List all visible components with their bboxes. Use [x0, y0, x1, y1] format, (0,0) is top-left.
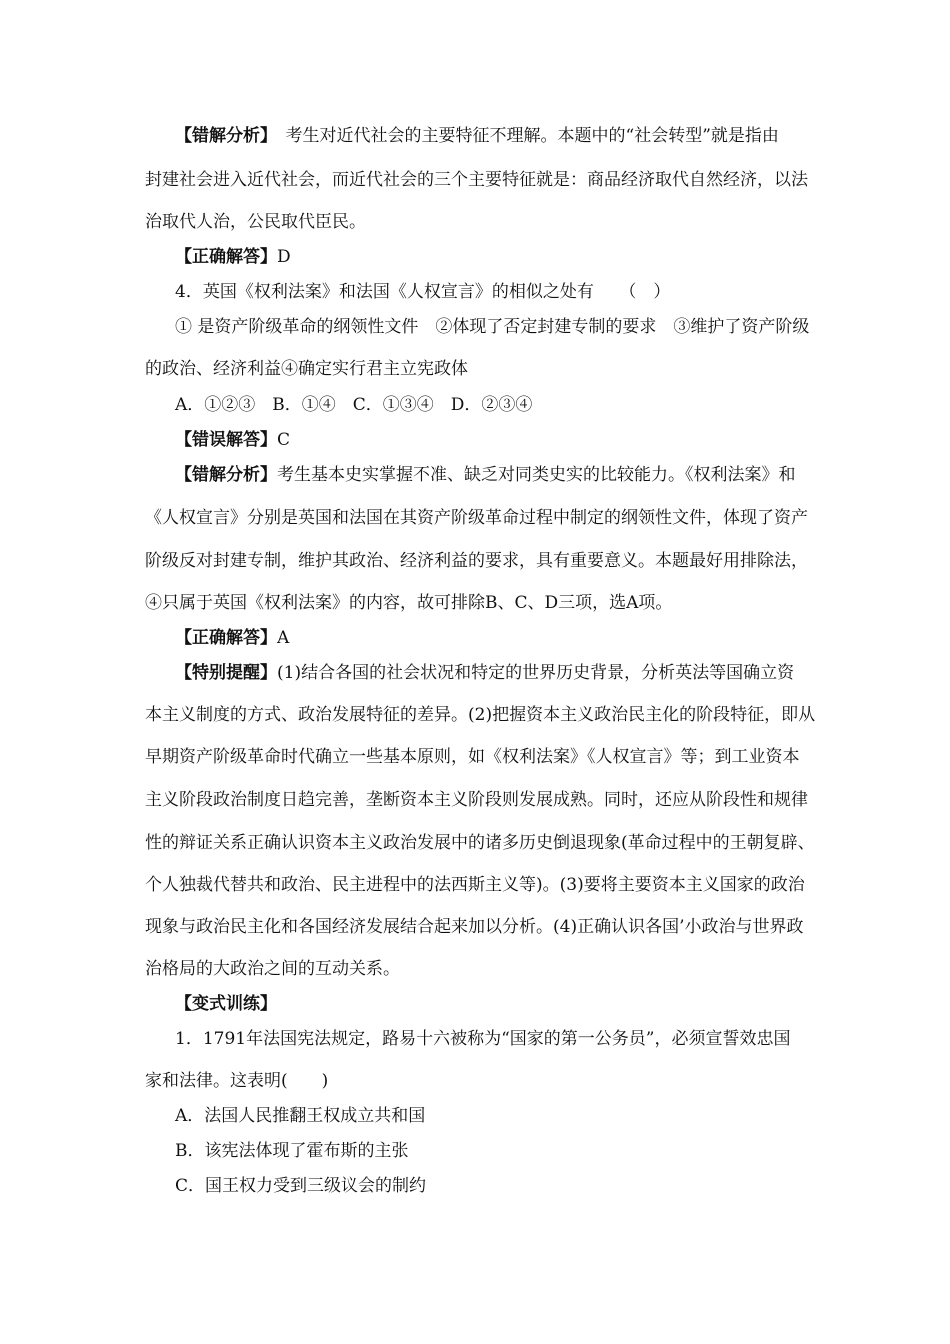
paragraph-line: [175, 661, 840, 685]
section-label: 【错解分析】: [175, 126, 269, 146]
line-text: 阶级反对封建专制，维护其政治、经济利益的要求，具有重要意义。本题最好用排除法，: [145, 551, 808, 571]
line-text: 性的辩证关系正确认识资本主义政治发展中的诸多历史倒退现象(革命过程中的王朝复辟、: [145, 833, 815, 853]
question-stem: [175, 280, 840, 304]
line-text: C: [277, 430, 291, 450]
paragraph-line: [145, 549, 810, 573]
paragraph-line: [175, 245, 840, 269]
line-text: 治取代人治，公民取代臣民。: [145, 212, 366, 232]
line-text: 主义阶段政治制度日趋完善，垄断资本主义阶段则发展成熟。同时，还应从阶段性和规律: [145, 790, 808, 810]
line-text: 家和法律。这表明( ): [145, 1071, 329, 1091]
question-stem: [175, 1027, 840, 1051]
line-text: 治格局的大政治之间的互动关系。: [145, 959, 400, 979]
section-label: 【正确解答】: [175, 628, 277, 648]
line-text: 封建社会进入近代社会，而近代社会的三个主要特征就是：商品经济取代自然经济，以法: [145, 170, 808, 190]
line-text: B．该宪法体现了霍布斯的主张: [175, 1141, 409, 1161]
paragraph-line: [175, 463, 840, 487]
line-text: ④只属于英国《权利法案》的内容，故可排除B、C、D三项，选A项。: [145, 593, 673, 613]
section-label: 【错解分析】: [175, 465, 277, 485]
line-text: C．国王权力受到三级议会的制约: [175, 1176, 427, 1196]
section-label: 【正确解答】: [175, 247, 277, 267]
line-text: 现象与政治民主化和各国经济发展结合起来加以分析。(4)正确认识各国’小政治与世界政: [145, 917, 804, 937]
line-text: 考生基本史实掌握不准、缺乏对同类史实的比较能力。《权利法案》和: [277, 465, 796, 485]
paragraph-line: [145, 788, 810, 812]
paragraph-line: [145, 873, 810, 897]
paragraph-line: [145, 703, 816, 727]
line-text: A: [277, 628, 290, 648]
line-text: 本主义制度的方式、政治发展特征的差异。(2)把握资本主义政治民主化的阶段特征，即从: [145, 705, 816, 725]
section-label: 【变式训练】: [175, 994, 277, 1014]
paragraph-line: [175, 992, 840, 1016]
answer-option: [175, 1139, 840, 1163]
line-text: 1．1791年法国宪法规定，路易十六被称为“国家的第一公务员”，必须宣誓效忠国: [175, 1029, 791, 1049]
line-text: 《人权宣言》分别是英国和法国在其资产阶级革命过程中制定的纲领性文件，体现了资产: [145, 508, 808, 528]
line-text: 的政治、经济利益④确定实行君主立宪政体: [145, 359, 468, 379]
paragraph-line: [175, 124, 840, 148]
paragraph-line: [145, 957, 810, 981]
answer-options: [175, 393, 840, 417]
paragraph-line: [145, 915, 810, 939]
line-text: 考生对近代社会的主要特征不理解。本题中的“社会转型”就是指由: [268, 126, 779, 146]
line-text: ① 是资产阶级革命的纲领性文件 ②体现了否定封建专制的要求 ③维护了资产阶级: [175, 317, 810, 337]
paragraph-line: [145, 1069, 810, 1093]
line-text: 个人独裁代替共和政治、民主进程中的法西斯主义等)。(3)要将主要资本主义国家的政治: [145, 875, 805, 895]
line-text: A．①②③ B．①④ C．①③④ D．②③④: [175, 395, 533, 415]
paragraph-line: [145, 357, 810, 381]
answer-option: [175, 1104, 840, 1128]
paragraph-line: [175, 626, 840, 650]
paragraph-line: [175, 428, 840, 452]
paragraph-line: [145, 506, 810, 530]
paragraph-line: [145, 210, 810, 234]
section-label: 【错误解答】: [175, 430, 277, 450]
section-label: 【特别提醒】: [175, 663, 277, 683]
answer-option: [175, 1174, 840, 1198]
line-text: (1)结合各国的社会状况和特定的世界历史背景，分析英法等国确立资: [277, 663, 795, 683]
line-text: 早期资产阶级革命时代确立一些基本原则，如《权利法案》《人权宣言》等；到工业资本: [145, 747, 800, 767]
line-text: 4．英国《权利法案》和法国《人权宣言》的相似之处有 （ ）: [175, 282, 671, 302]
paragraph-line: [145, 591, 810, 615]
paragraph-line: [145, 168, 810, 192]
line-text: A．法国人民推翻王权成立共和国: [175, 1106, 426, 1126]
paragraph-line: [145, 831, 815, 855]
paragraph-line: [175, 315, 840, 339]
paragraph-line: [145, 745, 810, 769]
line-text: D: [277, 247, 291, 267]
